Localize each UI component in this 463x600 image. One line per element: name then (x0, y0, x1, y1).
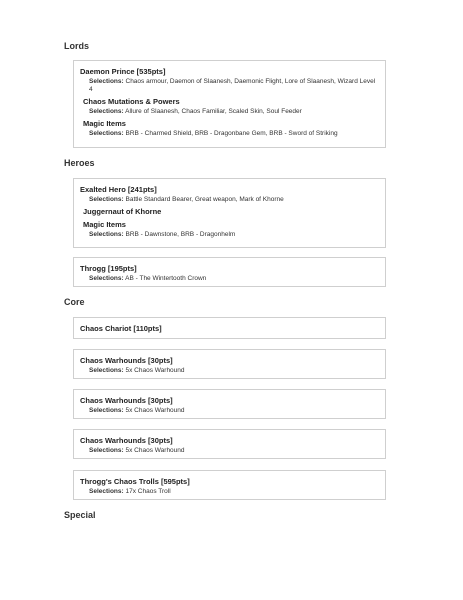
selections-text: 5x Chaos Warhound (125, 367, 185, 374)
unit-selections (89, 275, 379, 283)
selections-text: Battle Standard Bearer, Great weapon, Mark of Khorne (125, 196, 284, 203)
unit-selections (89, 488, 379, 496)
section-title-special: Special (64, 510, 96, 520)
selections-label: Selections: (89, 407, 124, 414)
selections-text: 5x Chaos Warhound (125, 447, 185, 454)
unit-selections (89, 367, 379, 375)
unit-selections (89, 78, 379, 94)
unit-card-exalted-hero (73, 178, 386, 248)
unit-title: Chaos Chariot [110pts] (80, 324, 162, 333)
group-selections (89, 231, 379, 239)
selections-text: AB - The Wintertooth Crown (125, 275, 207, 282)
selections-label: Selections: (89, 108, 124, 115)
selections-label: Selections: (89, 275, 124, 282)
unit-title: Exalted Hero [241pts] (80, 185, 157, 194)
unit-title: Throgg's Chaos Trolls [595pts] (80, 477, 190, 486)
unit-card-daemon-prince (73, 60, 386, 148)
unit-card-throggs-chaos-trolls (73, 470, 386, 500)
unit-card-chaos-warhounds (73, 389, 386, 419)
group-title-magic-items: Magic Items (83, 220, 126, 229)
selections-label: Selections: (89, 231, 124, 238)
group-title-mutations: Chaos Mutations & Powers (83, 97, 180, 106)
section-title-heroes: Heroes (64, 158, 95, 168)
selections-text: 5x Chaos Warhound (125, 407, 185, 414)
selections-label: Selections: (89, 196, 124, 203)
group-title-magic-items: Magic Items (83, 119, 126, 128)
selections-text: Allure of Slaanesh, Chaos Familiar, Scaled Skin, Soul Feeder (125, 108, 302, 115)
section-title-core: Core (64, 297, 85, 307)
section-title-lords: Lords (64, 41, 90, 51)
unit-title: Chaos Warhounds [30pts] (80, 356, 173, 365)
group-selections (89, 108, 379, 116)
selections-text: Chaos armour, Daemon of Slaanesh, Daemonic Flight, Lore of Slaanesh, Wizard Level 4 (89, 78, 376, 93)
unit-card-throgg (73, 257, 386, 287)
unit-selections (89, 407, 379, 415)
unit-card-chaos-warhounds (73, 349, 386, 379)
group-selections (89, 130, 379, 138)
unit-title: Throgg [195pts] (80, 264, 137, 273)
unit-card-chaos-chariot (73, 317, 386, 339)
group-title-juggernaut: Juggernaut of Khorne (83, 207, 162, 216)
selections-text: 17x Chaos Troll (125, 488, 171, 495)
unit-title: Chaos Warhounds [30pts] (80, 396, 173, 405)
selections-label: Selections: (89, 488, 124, 495)
unit-title: Daemon Prince [535pts] (80, 67, 166, 76)
selections-label: Selections: (89, 130, 124, 137)
selections-text: BRB - Charmed Shield, BRB - Dragonbane Gem, BRB - Sword of Striking (125, 130, 338, 137)
unit-title: Chaos Warhounds [30pts] (80, 436, 173, 445)
selections-text: BRB - Dawnstone, BRB - Dragonhelm (125, 231, 236, 238)
unit-selections (89, 447, 379, 455)
selections-label: Selections: (89, 367, 124, 374)
selections-label: Selections: (89, 78, 124, 85)
selections-label: Selections: (89, 447, 124, 454)
unit-selections (89, 196, 379, 204)
unit-card-chaos-warhounds (73, 429, 386, 459)
